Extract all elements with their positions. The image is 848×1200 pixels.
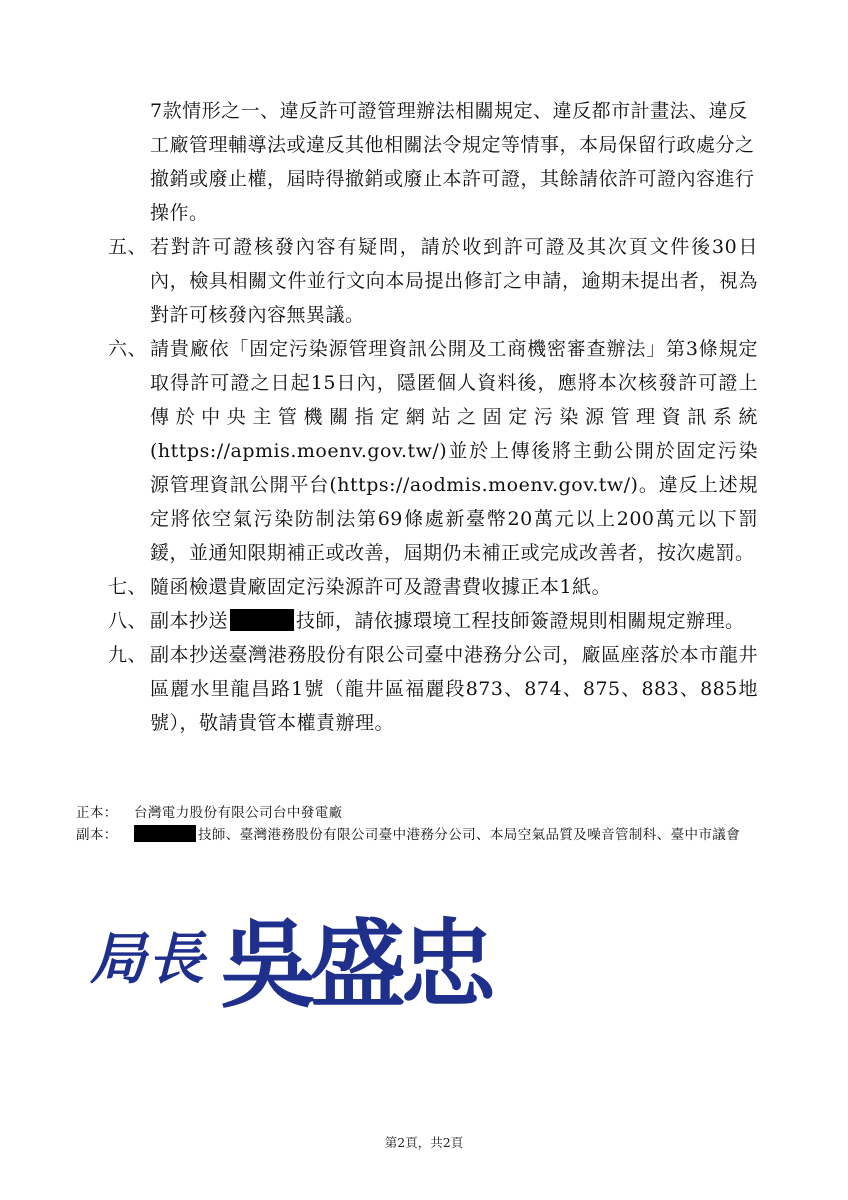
copy-recipients xyxy=(76,824,766,846)
distribution-list xyxy=(76,802,766,846)
original-recipient xyxy=(76,802,766,824)
original-label: 正本： xyxy=(76,805,118,821)
svg-text:吳盛忠: 吳盛忠 xyxy=(220,908,490,1021)
item-text: 隨函檢還貴廠固定污染源許可及證書費收據正本1紙。 xyxy=(150,576,612,598)
letter-body xyxy=(108,94,758,740)
item-7 xyxy=(108,570,758,604)
redaction-block xyxy=(230,609,294,631)
item-text-after: 技師，請依據環境工程技師簽證規則相關規定辦理。 xyxy=(296,610,745,632)
item-8 xyxy=(108,604,758,638)
director-signature-stamp xyxy=(88,898,508,1028)
item-number: 八、 xyxy=(108,610,148,632)
item-text: 若對許可證核發內容有疑問，請於收到許可證及其次頁文件後30日內，檢具相關文件並行文向本局提出修訂之申請，逾期未提出者，視為對許可核發內容無異議。 xyxy=(150,236,758,326)
copy-label: 副本： xyxy=(76,827,118,843)
item-9 xyxy=(108,638,758,740)
page-indicator: 第2頁，共2頁 xyxy=(384,1135,464,1150)
item-5 xyxy=(108,230,758,332)
item-number: 五、 xyxy=(108,236,148,258)
item-text: 請貴廠依「固定污染源管理資訊公開及工商機密審查辦法」第3條規定取得許可證之日起15日內，隱匿個人資料後，應將本次核發許可證上傳於中央主管機關指定網站之固定污染源管理資訊系統(https://apmis.moenv.gov.tw/)並於上傳後將主動公開於固定污染源管理資訊公開平台(https://aodmis.moenv.gov.tw/)。違反上述規定將依空氣污染防制法第69條處新臺幣20萬元以上200萬元以下罰鍰，並通知限期補正或改善，屆期仍未補正或完成改善者，按次處罰。 xyxy=(150,338,758,564)
item-number: 九、 xyxy=(108,644,148,666)
page-footer xyxy=(0,1133,848,1151)
copy-value: 技師、臺灣港務股份有限公司臺中港務分公司、本局空氣品質及噪音管制科、臺中市議會 xyxy=(198,827,741,843)
item-text: 副本抄送臺灣港務股份有限公司臺中港務分公司，廠區座落於本市龍井區麗水里龍昌路1號（龍井區福麗段873、874、875、883、885地號），敬請貴管本權責辦理。 xyxy=(150,644,758,734)
original-value: 台灣電力股份有限公司台中發電廠 xyxy=(134,805,343,821)
svg-text:局長: 局長 xyxy=(90,926,206,992)
item-number: 六、 xyxy=(108,338,148,360)
item-text-before: 副本抄送 xyxy=(150,610,229,632)
copy-value-wrap xyxy=(134,824,766,846)
intro-continuation: 7款情形之一、違反許可證管理辦法相關規定、違反都市計畫法、違反工廠管理輔導法或違反其他相關法令規定等情事，本局保留行政處分之撤銷或廢止權，屆時得撤銷或廢止本許可證，其餘請依許可證內容進行操作。 xyxy=(150,100,755,224)
item-6 xyxy=(108,332,758,570)
item-text xyxy=(150,604,758,638)
redaction-block xyxy=(134,825,196,842)
signature-seal-image xyxy=(88,898,508,1028)
item-number: 七、 xyxy=(108,576,148,598)
